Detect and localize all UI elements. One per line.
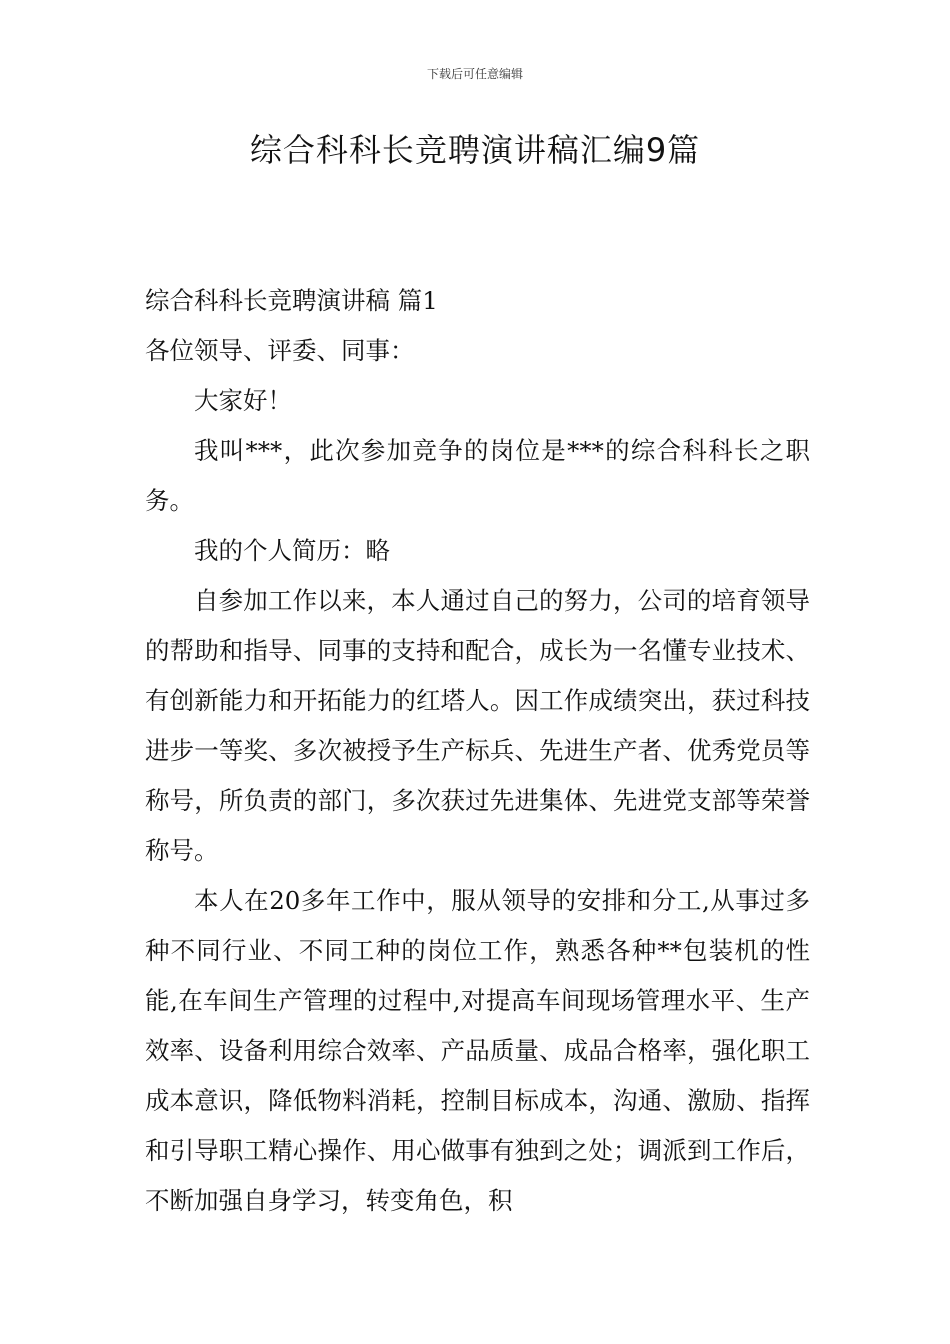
paragraph-resume: 我的个人简历：略	[194, 536, 390, 565]
salutation: 各位领导、评委、同事：	[145, 336, 415, 365]
document-title: 综合科科长竞聘演讲稿汇编9篇	[249, 131, 701, 169]
section-heading: 综合科科长竞聘演讲稿 篇1	[145, 286, 438, 315]
paragraph-introduction: 我叫***，此次参加竞争的岗位是***的综合科科长之职务。	[145, 436, 810, 515]
paragraph-achievements: 自参加工作以来，本人通过自己的努力，公司的培育领导的帮助和指导、同事的支持和配合，成长为一名懂专业技术、有创新能力和开拓能力的红塔人。因工作成绩突出，获过科技进步一等奖、多次被授予生产标兵、先进生产者、优秀党员等称号，所负责的部门，多次获过先进集体、先进党支部等荣誉称号。	[145, 586, 810, 865]
header-note: 下载后可任意编辑	[426, 67, 523, 81]
document-body	[145, 276, 810, 1226]
paragraph-experience: 本人在20多年工作中，服从领导的安排和分工,从事过多种不同行业、不同工种的岗位工作，熟悉各种**包装机的性能,在车间生产管理的过程中,对提高车间现场管理水平、生产效率、设备利用综合效率、产品质量、成品合格率，强化职工成本意识，降低物料消耗，控制目标成本，沟通、激励、指挥和引导职工精心操作、用心做事有独到之处；调派到工作后，不断加强自身学习，转变角色，积	[145, 886, 810, 1215]
paragraph-greeting: 大家好！	[194, 386, 292, 415]
